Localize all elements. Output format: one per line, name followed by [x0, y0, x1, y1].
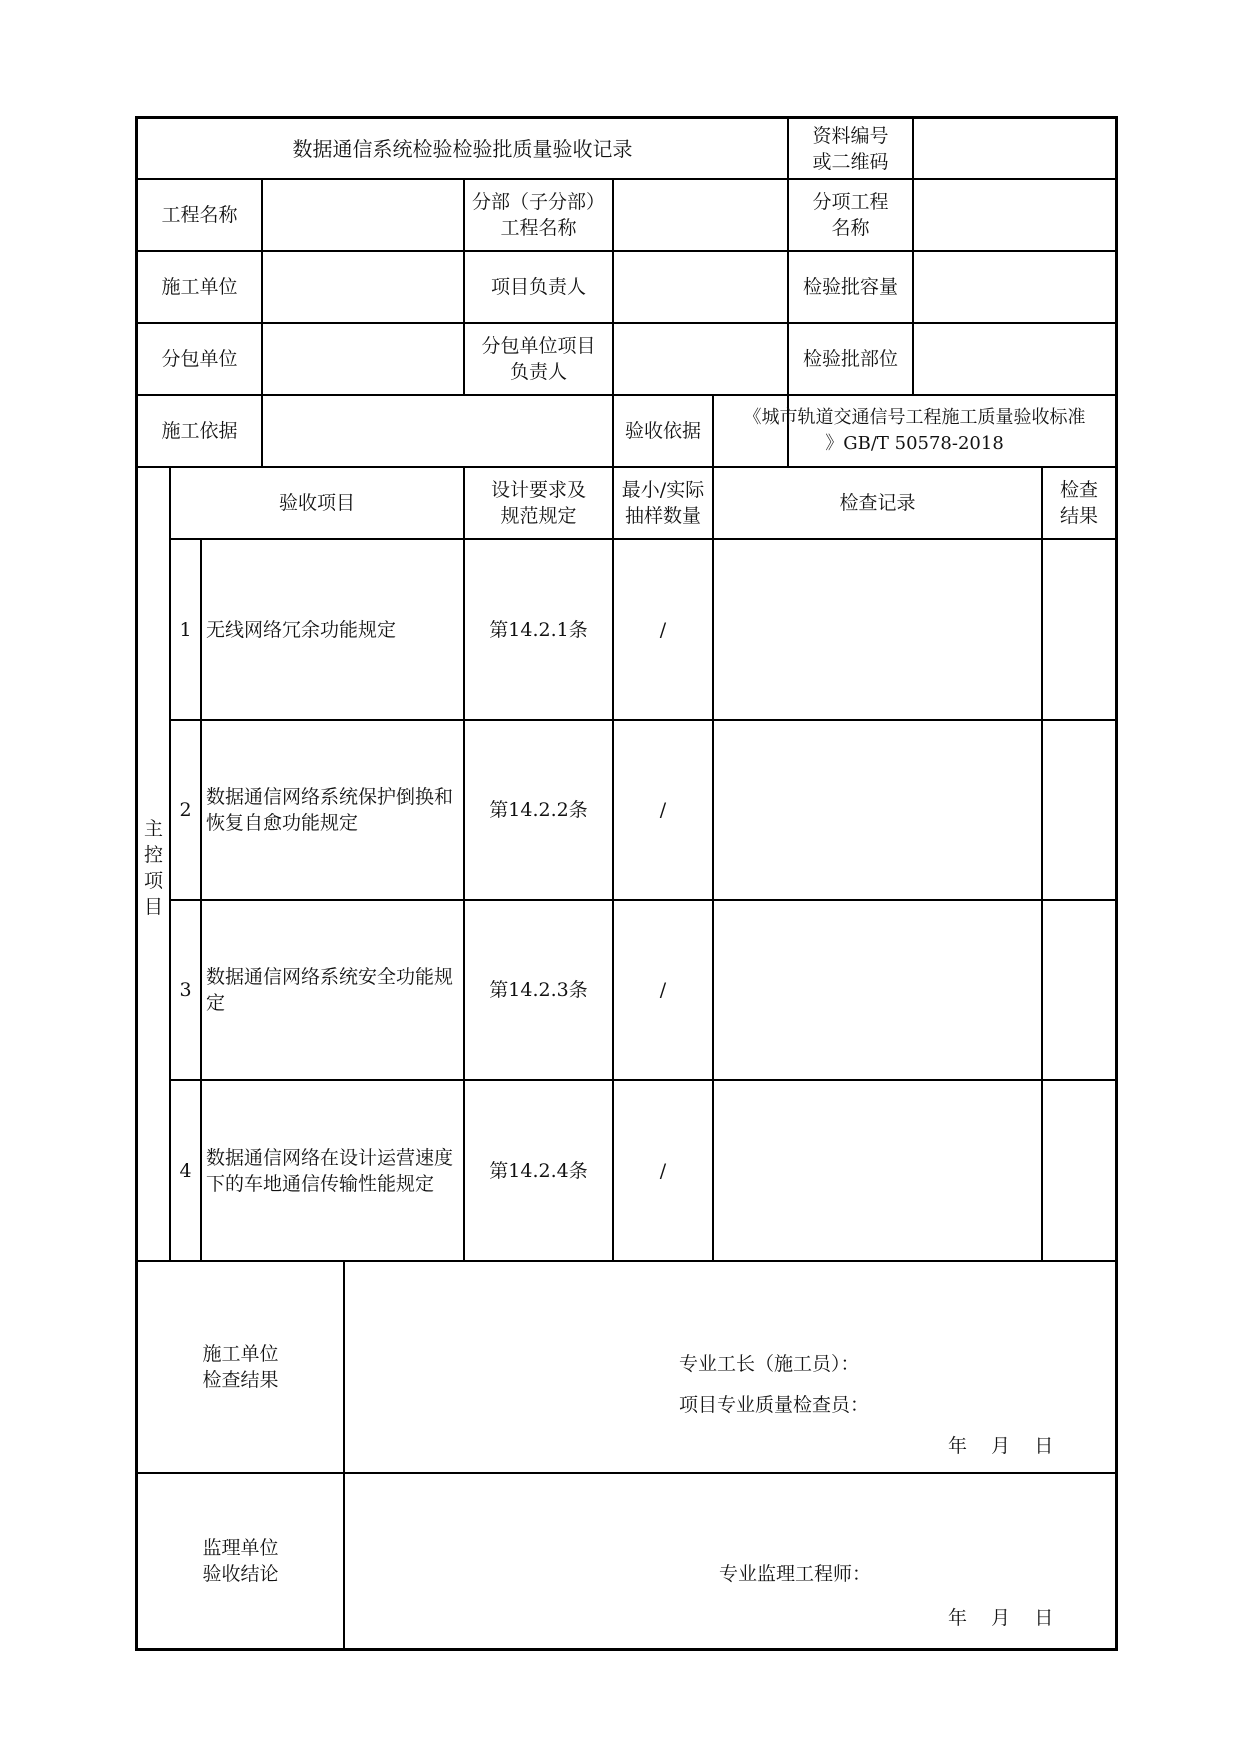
sub-division-label: 分部（子分部） 工程名称	[471, 191, 605, 239]
contractor-date: 年 月 日	[948, 1435, 1054, 1457]
row-sample: /	[659, 1159, 667, 1182]
supervisor-date: 年 月 日	[948, 1607, 1054, 1629]
project-manager-field[interactable]	[614, 252, 787, 322]
col-header-sample: 最小/实际 抽样数量	[621, 479, 705, 527]
acceptance-basis-label: 验收依据	[624, 420, 701, 442]
project-manager-label: 项目负责人	[490, 276, 586, 298]
row-sample: /	[659, 799, 667, 821]
row-result-field[interactable]	[1043, 721, 1115, 899]
batch-capacity-field[interactable]	[914, 252, 1115, 322]
col-header-result: 检查 结果	[1059, 479, 1098, 527]
acceptance-basis-value: 《城市轨道交通信号工程施工质量验收标准 》GB/T 50578-2018	[743, 407, 1086, 454]
contractor-label: 施工单位	[161, 276, 238, 298]
batch-location-field[interactable]	[914, 324, 1115, 394]
supervisor-conclusion-label: 监理单位 验收结论	[202, 1537, 279, 1585]
row-record-field[interactable]	[714, 721, 1041, 899]
row-number: 4	[179, 1159, 192, 1182]
row-clause: 第14.2.1条	[489, 618, 588, 641]
row-item: 数据通信网络系统安全功能规定	[206, 966, 454, 1014]
row-sample: /	[659, 979, 667, 1001]
construction-basis-field[interactable]	[263, 396, 612, 466]
row-clause: 第14.2.2条	[489, 799, 588, 821]
sub-manager-field[interactable]	[614, 324, 787, 394]
row-clause: 第14.2.3条	[489, 979, 588, 1001]
form-title: 数据通信系统检验检验批质量验收记录	[292, 136, 633, 161]
row-number: 3	[179, 979, 192, 1001]
batch-capacity-label: 检验批容量	[802, 276, 898, 298]
subcontractor-field[interactable]	[263, 324, 463, 394]
contractor-field[interactable]	[263, 252, 463, 322]
project-name-field[interactable]	[263, 180, 463, 250]
engineer-signature-label: 专业监理工程师：	[719, 1563, 872, 1585]
acceptance-record-form	[135, 116, 1118, 1651]
row-clause: 第14.2.4条	[489, 1159, 588, 1182]
row-sample: /	[659, 618, 667, 641]
row-result-field[interactable]	[1043, 540, 1115, 719]
row-record-field[interactable]	[714, 540, 1041, 719]
inspector-signature-label: 项目专业质量检查员：	[679, 1394, 870, 1416]
sub-item-field[interactable]	[914, 180, 1115, 250]
col-header-item: 验收项目	[278, 492, 355, 514]
row-number: 2	[179, 799, 192, 821]
col-header-design: 设计要求及 规范规定	[490, 479, 586, 527]
sub-manager-label: 分包单位项目 负责人	[481, 335, 596, 383]
contractor-result-label: 施工单位 检查结果	[202, 1343, 279, 1391]
row-record-field[interactable]	[714, 901, 1041, 1079]
subcontractor-label: 分包单位	[161, 348, 238, 370]
main-control-section-label: 主 控 项 目	[143, 818, 163, 918]
col-header-record: 检查记录	[839, 492, 916, 514]
foreman-signature-label: 专业工长（施工员）：	[679, 1353, 860, 1375]
row-item: 数据通信网络在设计运营速度下的车地通信传输性能规定	[206, 1146, 454, 1195]
sub-division-field[interactable]	[614, 180, 787, 250]
row-item: 无线网络冗余功能规定	[206, 618, 397, 641]
sub-item-label: 分项工程 名称	[812, 191, 889, 239]
code-label: 资料编号 或二维码	[812, 124, 889, 173]
row-number: 1	[179, 618, 192, 641]
project-name-label: 工程名称	[161, 204, 238, 226]
row-result-field[interactable]	[1043, 1081, 1115, 1260]
row-item: 数据通信网络系统保护倒换和恢复自愈功能规定	[206, 786, 454, 834]
batch-location-label: 检验批部位	[802, 348, 898, 370]
code-value-field[interactable]	[914, 119, 1115, 178]
construction-basis-label: 施工依据	[161, 420, 238, 442]
row-result-field[interactable]	[1043, 901, 1115, 1079]
row-record-field[interactable]	[714, 1081, 1041, 1260]
